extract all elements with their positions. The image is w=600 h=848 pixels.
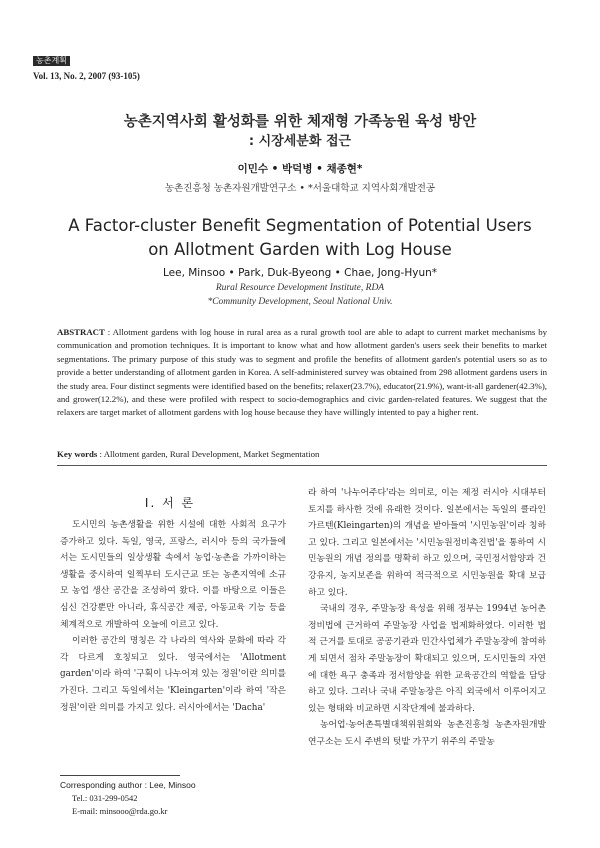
body-paragraph: 농어업·농어촌특별대책위원회와 농촌진흥청 농촌자원개발연구소는 도시 주변의 텃밭 가꾸기 위주의 주말농 — [308, 720, 546, 747]
footnote — [60, 779, 290, 818]
body-column-left — [60, 517, 286, 716]
abstract — [57, 326, 547, 420]
paper-subtitle-korean: : 시장세분화 접근 — [248, 134, 352, 149]
body-paragraph: 라 하여 '나누어주다'라는 의미로, 이는 제정 러시아 시대부터 토지를 하사한 것에 유래한 것이다. 일본에서는 독일의 클라인가르텐(Kleingarten)의 개념을 받아들여 '시민농원'이라 칭하고 있다. 그리고 일본에서는 '시민농원정비촉진법'을 통하여 시민농원의 개념 정의를 명확히 하고 있으며, 국민정서함양과 건강유지, 농지보존을 위하여 적극적으로 시민농원을 확대 보급하고 있다. — [308, 488, 546, 598]
abstract-label: ABSTRACT — [57, 327, 105, 337]
paper-title-korean: 농촌지역사회 활성화를 위한 체재형 가족농원 육성 방안 — [123, 114, 477, 130]
body-paragraph: 이러한 공간의 명칭은 각 나라의 역사와 문화에 따라 각각 다르게 호칭되고 있다. 영국에서는 'Allotment garden'이라 하여 '구획이 나누어져 있는 정원'이란 의미를 가진다. 그리고 독일에서는 'Kleingarten'이라 하여 '작은 정원'이란 의미를 가지고 있다. 러시아에서는 'Dacha' — [60, 636, 286, 713]
paper-title-english — [0, 214, 600, 262]
authors-korean: 이민수 • 박덕병 • 채종현* — [237, 163, 363, 175]
footnote-divider — [60, 775, 180, 776]
paper-title-english-line-1: A Factor-cluster Benefit Segmentation of Potential Users — [68, 216, 532, 235]
affiliation-english-1: Rural Resource Development Institute, RDA — [215, 283, 385, 293]
paper-title-english-line-2: on Allotment Garden with Log House — [148, 240, 452, 259]
author-email: E-mail: minsooo@rda.go.kr — [72, 806, 168, 816]
keywords-label: Key words — [57, 449, 98, 459]
author-telephone: Tel.: 031-299-0542 — [72, 793, 138, 803]
body-paragraph: 도시민의 농촌생활을 위한 시설에 대한 사회적 요구가 증가하고 있다. 독일, 영국, 프랑스, 러시아 등의 국가들에서는 도시민들의 일상생활 속에서 농업·농촌을 가까이하는 생활을 중시하여 일찍부터 도시근교 또는 농촌지역에 소규모 농업 생산 공간을 조성하여 왔다. 이를 바탕으로 이들은 심신 건강뿐만 아니라, 휴식공간 제공, 아동교육 기능 등을 체계적으로 개발하여 오늘에 이르고 있다. — [60, 520, 286, 630]
corresponding-author: Corresponding author : Lee, Minsoo — [60, 780, 196, 790]
affiliation-english-2: *Community Development, Seoul National Univ. — [207, 297, 393, 307]
affiliation-korean: 농촌진흥청 농촌자원개발연구소 • *서울대학교 지역사회개발전공 — [164, 183, 436, 194]
section-heading-introduction: Ⅰ. 서 론 — [144, 496, 196, 510]
volume-line: Vol. 13, No. 2, 2007 (93-105) — [33, 71, 140, 81]
journal-badge: 농촌계획 — [33, 56, 70, 66]
abstract-text: : Allotment gardens with log house in rural area as a rural growth tool are able to adapt to current market mechanisms by communication and promotion techniques. It is important to know what and how allotment garden's users seek their benefits to market segmentations. The primary purpose of this study was to segment and profile the benefits of allotment garden's potential users so as to provide a better understanding of allotment garden in Korea. A self-administered survey was obtained from 298 allotment gardens users in the study area. Four distinct segments were identified based on the benefits; relaxer(23.7%), educator(21.9%), want-it-all gardener(42.3%), and grower(12.2%), and these were profiled with respect to socio-demographics and civic garden-related features. We suggest that the relaxers are target market of allotment gardens with log house because they have willingly intented to pay a higher rent. — [57, 327, 548, 418]
body-column-right — [308, 485, 546, 751]
authors-english: Lee, Minsoo • Park, Duk-Byeong • Chae, Jong-Hyun* — [162, 267, 438, 279]
body-paragraph: 국내의 경우, 주말농장 육성을 위해 정부는 1994년 농어촌정비법에 근거하여 주말농장 사업을 법제화하였다. 이러한 법적 근거를 토대로 공공기관과 민간사업체가 주말농장에 참여하게 되면서 점차 주말농장이 확대되고 있으며, 도시민들의 자연에 대한 욕구 충족과 정서함양을 위한 교육공간의 역할을 담당하고 있다. 그러나 국내 주말농장은 아직 외국에서 이루어지고 있는 형태와 비교하면 시작단계에 불과하다. — [308, 604, 546, 714]
keywords — [57, 449, 547, 459]
keywords-text: : Allotment garden, Rural Development, Market Segmentation — [99, 449, 320, 459]
section-divider — [57, 465, 547, 466]
